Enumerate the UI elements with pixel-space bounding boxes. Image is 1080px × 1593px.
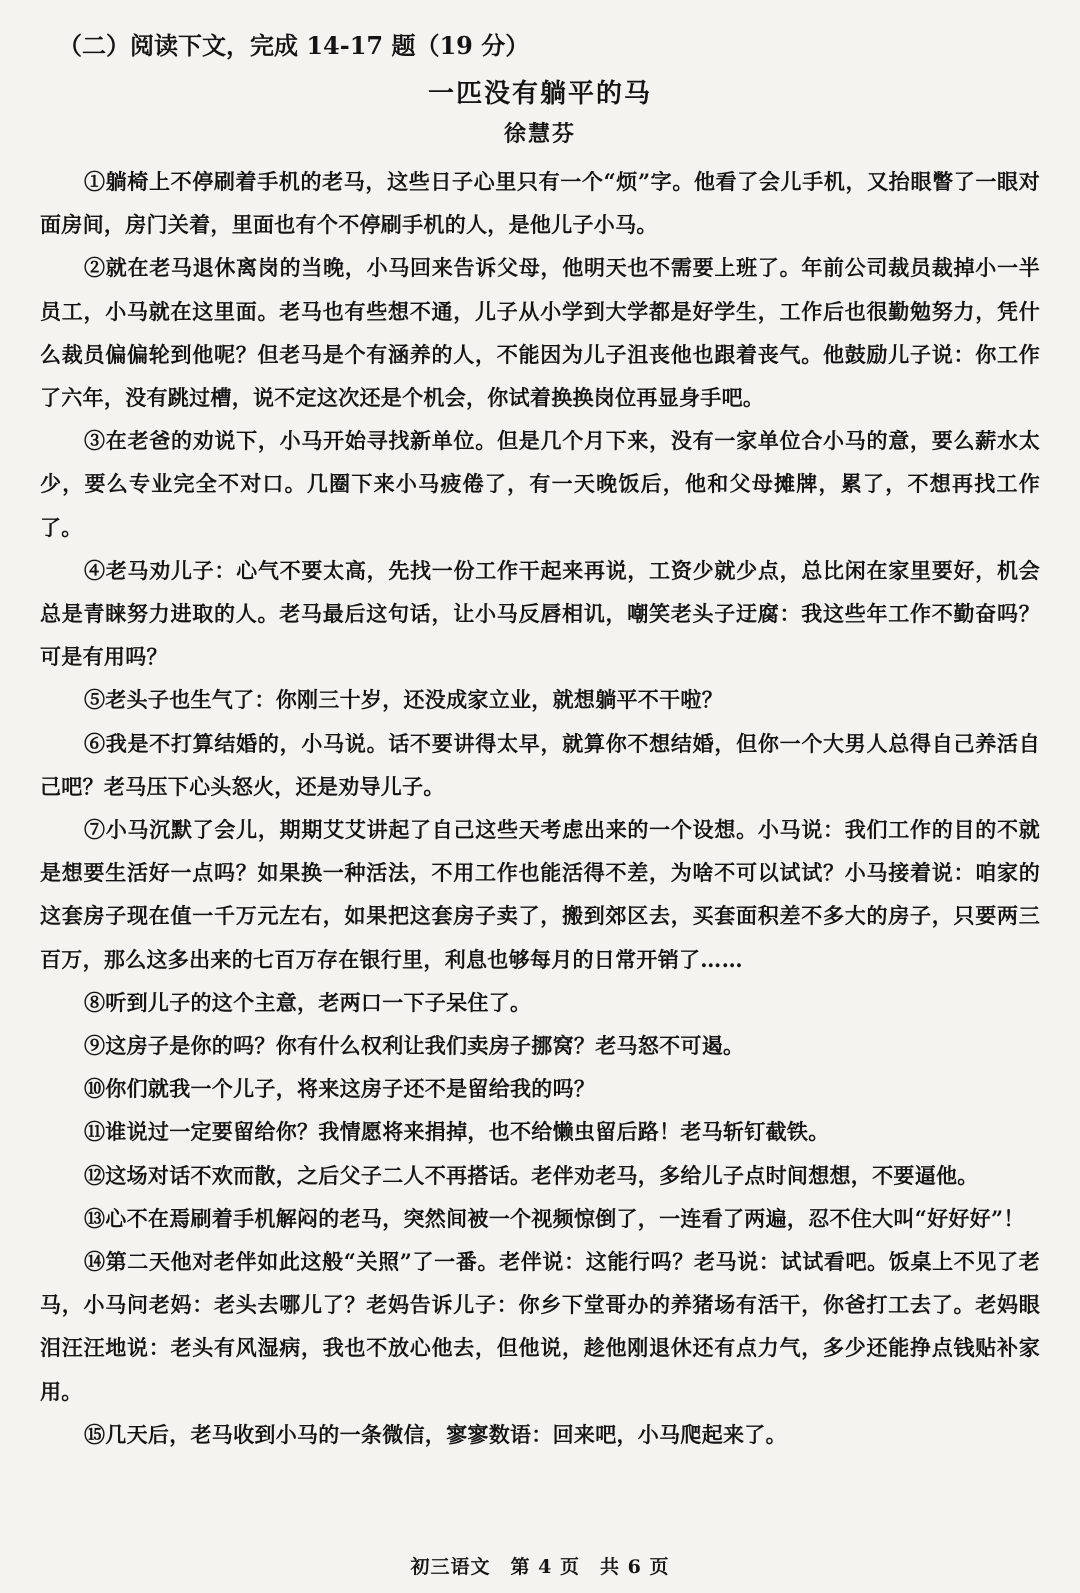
paragraph-9: ⑨这房子是你的吗？你有什么权利让我们卖房子挪窝？老马怒不可遏。 xyxy=(84,1033,745,1059)
page-footer: 初三语文 第 4 页 共 6 页 xyxy=(410,1556,670,1578)
paragraph-7: ⑦小马沉默了会儿，期期艾艾讲起了自己这些天考虑出来的一个设想。小马说：我们工作的目的不就是想要生活好一点吗？如果换一种活法，不用工作也能活得不差，为啥不可以试试？小马接着说：咱家的这套房子现在值一千万元左右，如果把这套房子卖了，搬到郊区去，买套面积差不多大的房子，只要两三百万，那么这多出来的七百万存在银行里，利息也够每月的日常开销了…… xyxy=(40,817,1040,972)
paragraph-1: ①躺椅上不停刷着手机的老马，这些日子心里只有一个“烦”字。他看了会儿手机，又抬眼瞥了一眼对面房间，房门关着，里面也有个不停刷手机的人，是他儿子小马。 xyxy=(40,169,1040,238)
paragraph-14: ⑭第二天他对老伴如此这般“关照”了一番。老伴说：这能行吗？老马说：试试看吧。饭桌上不见了老马，小马问老妈：老头去哪儿了？老妈告诉儿子：你乡下堂哥办的养猪场有活干，你爸打工去了。老妈眼泪汪汪地说：老头有风湿病，我也不放心他去，但他说，趁他刚退休还有点力气，多少还能挣点钱贴补家用。 xyxy=(40,1249,1040,1404)
paragraph-4: ④老马劝儿子：心气不要太高，先找一份工作干起来再说，工资少就少点，总比闲在家里要好，机会总是青睐努力进取的人。老马最后这句话，让小马反唇相讥，嘲笑老头子迂腐：我这些年工作不勤奋吗？可是有用吗？ xyxy=(40,557,1040,670)
paragraph-13: ⑬心不在焉刷着手机解闷的老马，突然间被一个视频惊倒了，一连看了两遍，忍不住大叫“好好好”！ xyxy=(84,1205,1025,1231)
article-title: 一匹没有躺平的马 xyxy=(427,79,652,109)
paragraph-15: ⑮几天后，老马收到小马的一条微信，寥寥数语：回来吧，小马爬起来了。 xyxy=(84,1421,787,1447)
paragraph-6: ⑥我是不打算结婚的，小马说。话不要讲得太早，就算你不想结婚，但你一个大男人总得自己养活自己吧？老马压下心头怒火，还是劝导儿子。 xyxy=(40,730,1040,799)
paragraph-2: ②就在老马退休离岗的当晚，小马回来告诉父母，他明天也不需要上班了。年前公司裁员裁掉小一半员工，小马就在这里面。老马也有些想不通，儿子从小学到大学都是好学生，工作后也很勤勉努力，凭什么裁员偏偏轮到他呢？但老马是个有涵养的人，不能因为儿子沮丧他也跟着丧气。他鼓励儿子说：你工作了六年，没有跳过槽，说不定这次还是个机会，你试着换换岗位再显身手吧。 xyxy=(40,255,1040,411)
paragraph-5: ⑤老头子也生气了：你刚三十岁，还没成家立业，就想躺平不干啦？ xyxy=(84,687,723,713)
paragraph-12: ⑫这场对话不欢而散，之后父子二人不再搭话。老伴劝老马，多给儿子点时间想想，不要逼他。 xyxy=(84,1162,979,1188)
paragraph-3: ③在老爸的劝说下，小马开始寻找新单位。但是几个月下来，没有一家单位合小马的意，要么薪水太少，要么专业完全不对口。几圈下来小马疲倦了，有一天晚饭后，他和父母摊牌，累了，不想再找工作了。 xyxy=(40,428,1040,540)
article-body xyxy=(40,160,1040,1456)
article-author: 徐慧芬 xyxy=(503,121,576,147)
paragraph-8: ⑧听到儿子的这个主意，老两口一下子呆住了。 xyxy=(84,989,532,1015)
paragraph-10: ⑩你们就我一个儿子，将来这房子还不是留给我的吗？ xyxy=(84,1076,596,1102)
paragraph-11: ⑪谁说过一定要留给你？我情愿将来捐掉，也不给懒虫留后路！老马斩钉截铁。 xyxy=(84,1119,830,1145)
section-header: （二）阅读下文，完成 14-17 题（19 分） xyxy=(58,31,530,60)
